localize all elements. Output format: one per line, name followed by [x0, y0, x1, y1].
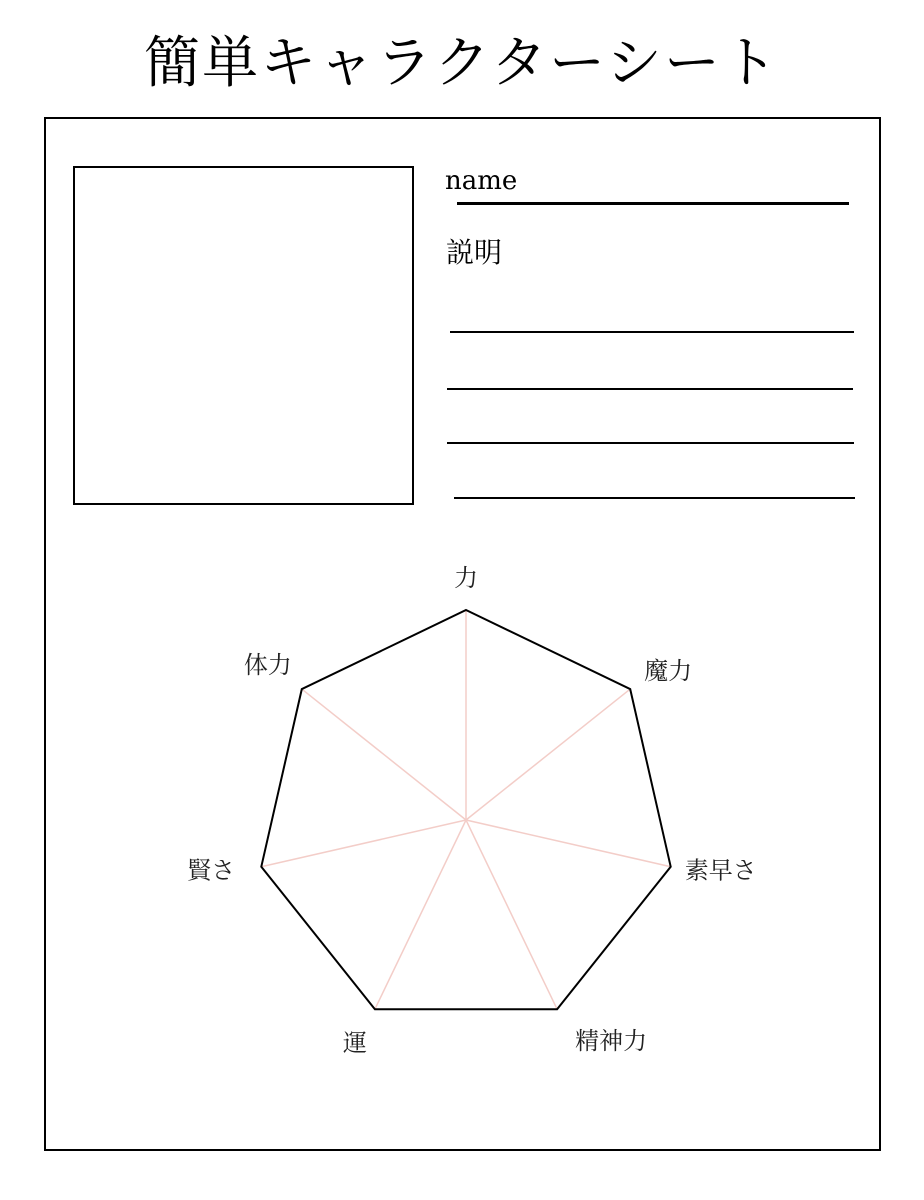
name-label: name	[445, 166, 518, 196]
radar-axis-label: 力	[454, 564, 478, 592]
radar-spoke	[302, 689, 466, 820]
page-title: 簡単キャラクターシート	[144, 31, 780, 96]
radar-axis-label: 精神力	[575, 1027, 648, 1056]
radar-spoke	[466, 820, 557, 1009]
radar-spoke	[261, 820, 466, 867]
radar-axis-label: 素早さ	[684, 856, 757, 885]
radar-axis-label: 運	[342, 1029, 367, 1058]
radar-spoke	[466, 820, 671, 867]
radar-spoke	[375, 820, 466, 1009]
radar-axis-label: 体力	[243, 651, 292, 680]
radar-axis-label: 賢さ	[187, 856, 236, 885]
radar-spoke	[466, 689, 630, 820]
description-label: 説明	[446, 236, 503, 269]
radar-axis-label: 魔力	[644, 657, 693, 686]
